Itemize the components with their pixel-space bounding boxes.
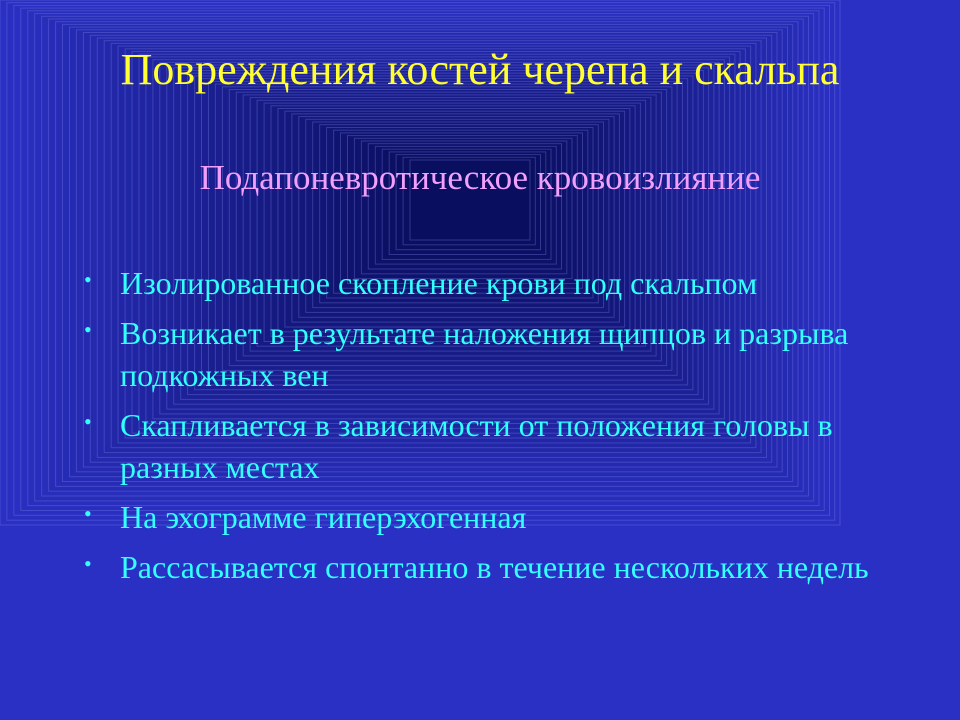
bullet-icon: •: [84, 409, 92, 434]
bullet-icon: •: [84, 551, 92, 576]
slide-subtitle: Подапоневротическое кровоизлияние: [199, 158, 761, 197]
bullet-icon: •: [84, 317, 92, 342]
bullet-item: [84, 546, 904, 588]
bullet-text: На эхограмме гиперэхогенная: [120, 499, 527, 535]
bullet-text: Возникает в результате наложения щипцов и разрыва подкожных вен: [120, 315, 849, 393]
bullet-item: [84, 312, 904, 396]
bullet-text: Изолированное скопление крови под скальпом: [120, 265, 758, 301]
bullet-item: [84, 496, 904, 538]
bullet-text: Рассасывается спонтанно в течение нескольких недель: [120, 549, 869, 585]
bullet-icon: •: [84, 501, 92, 526]
bullet-list: [84, 262, 904, 596]
bullet-item: [84, 404, 904, 488]
bullet-text: Скапливается в зависимости от положения головы в разных местах: [120, 407, 833, 485]
slide-title: Повреждения костей черепа и скальпа: [120, 45, 840, 94]
bullet-item: [84, 262, 904, 304]
bullet-icon: •: [84, 267, 92, 292]
